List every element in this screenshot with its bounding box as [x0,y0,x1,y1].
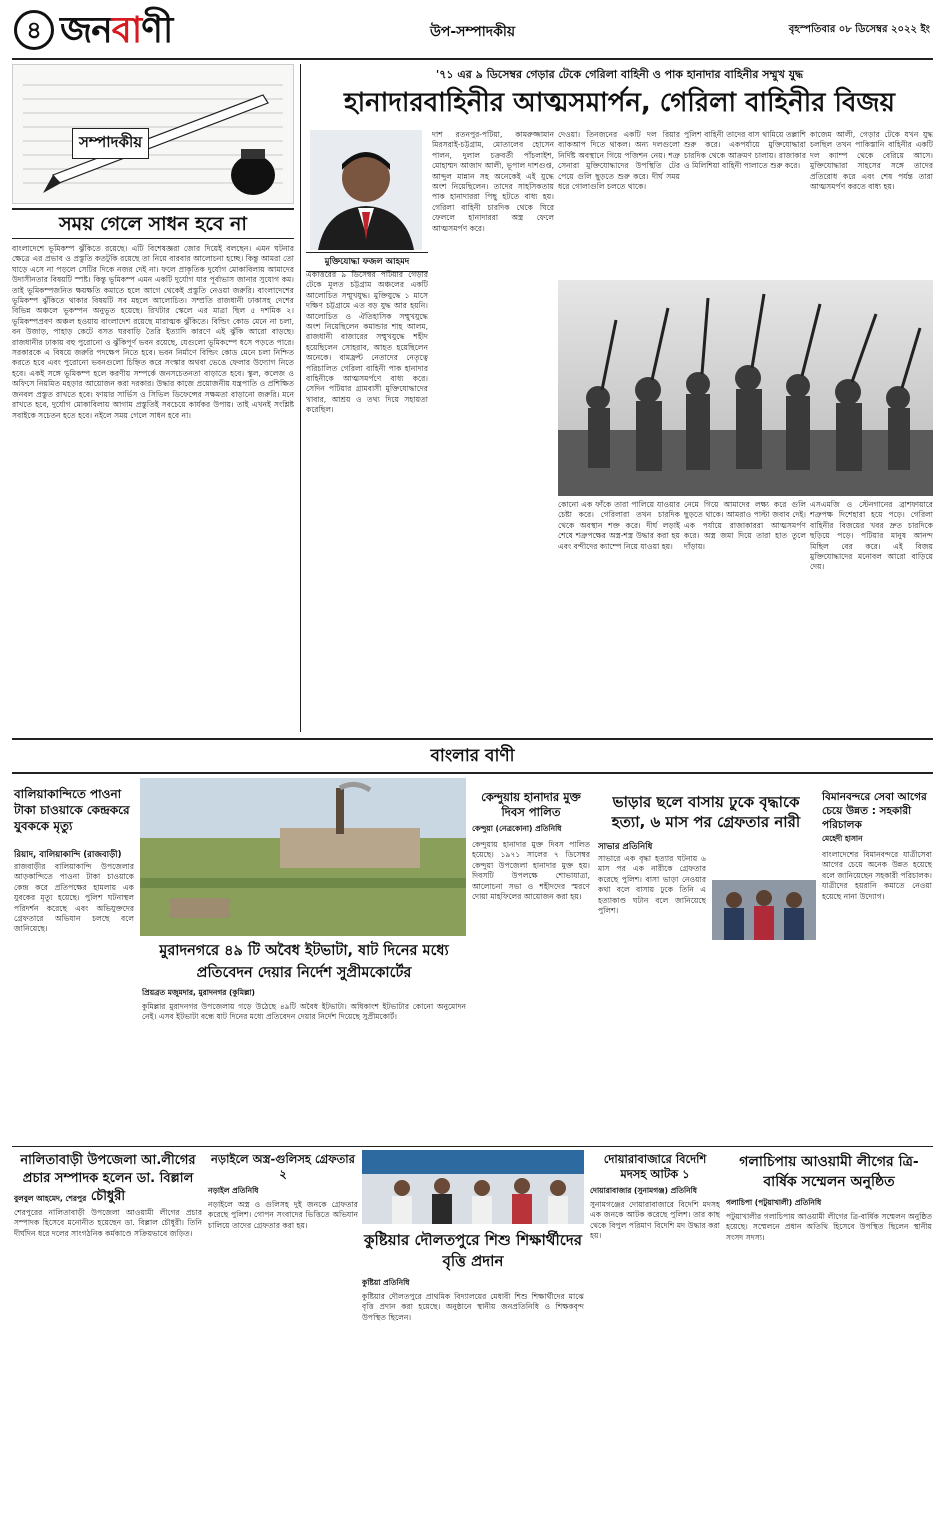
story1-byline: রিয়াদ, বালিয়াকান্দি (রাজবাড়ী) [14,850,122,860]
story2-byline: কেন্দুয়া (নেত্রকোনা) প্রতিনিধি [472,824,562,833]
author-photo [310,130,422,250]
story7-byline: নড়াইল প্রতিনিধি [208,1186,259,1195]
story9-byline: দোয়ারাবাজার (সুনামগঞ্জ) প্রতিনিধি [590,1186,697,1195]
scholarship-photo [362,1150,584,1224]
story3-body: সাভারে এক বৃদ্ধা হত্যার ঘটনায় ৬ মাস পর এক নারীকে গ্রেফতার করেছে পুলিশ। বাসা ভাড়া নেওয়ার কথা বলে বাসায় ঢুকে তিনি এ হত্যাকাণ্ড ঘটান বলে জানিয়েছে পুলিশ। [598,854,706,916]
editorial-art [12,64,294,204]
editorial-rule-bottom [12,238,294,239]
story8-body: কুষ্টিয়ার দৌলতপুরে প্রাথমিক বিদ্যালয়ের মেধাবী শিশু শিক্ষার্থীদের মাঝে বৃত্তি প্রদান করা হয়েছে। অনুষ্ঠানে স্থানীয় জনপ্রতিনিধি ও শিক্ষকবৃন্দ উপস্থিত ছিলেন। [362,1292,584,1322]
feature-col2: দাশ রতনপুর-পটিয়া, কামরুজ্জামান মিরসরাই-চট্টগ্রাম, মোতালেব হোসেন পালন, দুলাল চক্রবর্তী পাঁচলাইশ, মোহাম্মদ আজাদ আলী, ভূপাল দাশগুপ্ত, আব্দুল মান্নান সহ অনেকেই এই যুদ্ধে অংশ নিয়েছিলেন। তাদের সাহসিকতায় পাক হানাদাররা পিছু হটতে বাধ্য হয়। গেরিলা বাহিনী চারদিক থেকে ঘিরে ফেললে হানাদাররা অস্ত্র ফেলে আত্মসমর্পণ করে। [432,130,554,233]
band-title: বাংলার বাণী [430,746,515,766]
story7-body: নড়াইলে অস্ত্র ও গুলিসহ দুই জনকে গ্রেফতার করেছে পুলিশ। গোপন সংবাদের ভিত্তিতে অভিযান চালিয়ে তাদের গ্রেফতার করা হয়। [208,1200,358,1230]
story3-byline: সাভার প্রতিনিধি [598,842,653,852]
feature-col3: দেওয়া। তিনজনের একটি দল রিয়ার ব্যাকআপ দিতে থাকল। অন্য দলগুলো নির্দিষ্ট অবস্থানে গিয়ে পজিশন নেয়। শত্রু সেনারা মুক্তিযোদ্ধাদের উপস্থিতি টের পেয়ে গুলি ছুড়তে শুরু করে। দীর্ঘ সময় ধরে গোলাগুলি চলতে থাকে। [558,130,680,192]
story9-title: দোয়ারাবাজারে বিদেশি মদসহ আটক ১ [603,1152,707,1181]
band-rule-top [12,738,933,740]
logo-suffix: াণী [141,10,173,51]
story6-title: নালিতাবাড়ী উপজেলা আ.লীগের প্রচার সম্পাদক হলেন ডা. বিল্লাল চৌধুরী [20,1153,196,1204]
feature-col6: কোনো এক ফাঁকে তারা পালিয়ে যাওয়ার চেষ্টা করে। গেরিলারা তখন চারদিক থেকে অবস্থান শক্ত করে। দীর্ঘ লড়াই শেষে শত্রুপক্ষের অস্ত্র-শস্ত্র উদ্ধার করা হয় এবং বন্দীদের ক্যাম্পে নিয়ে যাওয়া হয়। [558,500,680,551]
story6-body: শেরপুরের নালিতাবাড়ী উপজেলা আওয়ামী লীগের প্রচার সম্পাদক হিসেবে মনোনীত হয়েছেন ডা. বিল্লাল চৌধুরী। তিনি দীর্ঘদিন ধরে দলের সাংগঠনিক কর্মকাণ্ডে সক্রিয়ভাবে জড়িত। [14,1208,202,1238]
story4-byline: মেহেদী হাসান [822,834,863,843]
story5-byline: প্রিয়ব্রত মজুমদার, মুরাদনগর (কুমিল্লা) [142,988,255,997]
story10-title: গলাচিপায় আওয়ামী লীগের ত্রি-বার্ষিক সম্মেলন অনুষ্ঠিত [739,1154,919,1190]
story4-title: বিমানবন্দরে সেবা আগের চেয়ে উন্নত : সহকারী পরিচালক [822,791,927,831]
editorial-body: বাংলাদেশে ভূমিকম্প ঝুঁকিতে রয়েছে। এটি বিশেষজ্ঞরা জোর দিয়েই বলছেন। এমন ঘটনার ক্ষেত্রে এর প্রভাব ও প্রস্তুতি কতটুকি রয়েছে তা নিয়ে বারবার আলোচনা হচ্ছে। কিন্তু আমরা তো ঘাড়ে এসে না পড়লে সেটির দিকে নজর দেই না। ফলে প্রাকৃতিক দুর্যোগ মোকাবিলায় আমাদের উদাসীনতার বিষয়টি স্পষ্ট। কিন্তু ভূমিকম্প এমন একটি দুর্যোগ যার পূর্বাভাস জানার সুযোগ কম। তাই ভূমিকম্পজনিত ক্ষয়ক্ষতি কমাতে হলে আগে থেকেই প্রস্তুতি নেওয়া জরুরি। বাংলাদেশের ভূমিকম্প ঝুঁকিতে থাকার বিষয়টি সব মহলে আলোচিত। সম্প্রতি রাজধানী ঢাকাসহ দেশের বিভিন্ন অঞ্চলে ভূকম্পন অনুভূত হয়েছে। রিখটার স্কেলে এর মাত্রা ছিল ৫ দশমিক ২। ভূমিকম্পপ্রবণ অঞ্চল হওয়ায় বাংলাদেশ রয়েছে মারাত্মক ঝুঁকিতে। বিল্ডিং কোড মেনে না চলা, বন উজাড়, পাহাড় কেটে বসত ঘরবাড়ি তৈরি ইত্যাদি কারণে এই ঝুঁকি আরো বাড়ছে। রাজধানীর ঢাকায় বহু পুরোনো ও ঝুঁকিপূর্ণ ভবন রয়েছে, যেগুলো ভূমিকম্পে ধসে পড়তে পারে। সরকারকে এ বিষয়ে জরুরি পদক্ষেপ নিতে হবে। ভবন নির্মাণে বিল্ডিং কোড মেনে চলা নিশ্চিত করতে হবে এবং পুরোনো ভবনগুলো চিহ্নিত করে সংস্কার অথবা ভেঙে ফেলার উদ্যোগ নিতে হবে। একই সঙ্গে ভূমিকম্প হলে করণীয় সম্পর্কে জনসচেতনতা বাড়াতে হবে। স্কুল, কলেজ ও অফিসে নিয়মিত মহড়ার আয়োজন করা দরকার। উদ্ধার কাজে প্রয়োজনীয় যন্ত্রপাতি ও প্রশিক্ষিত জনবল প্রস্তুত রাখতে হবে। ফায়ার সার্ভিস ও সিভিল ডিফেন্সের সক্ষমতা বাড়ানো জরুরি। মনে রাখতে হবে, দুর্যোগ মোকাবিলায় আগাম প্রস্তুতিই সবচেয়ে কার্যকর উপায়। তাই এখনই সংশ্লিষ্ট সবাইকে সচেতন হতে হবে। নইলে সময় গেলে সাধন হবে না। [12,244,294,420]
issue-date: বৃহস্পতিবার ০৮ ডিসেম্বর ২০২২ ইং [788,24,930,35]
feature-col1: একাত্তরের ৯ ডিসেম্বর পটিয়ার গেড়ার টেকে মূলত চট্টগ্রাম অঞ্চলের একটি আলোচিত সম্মুখযুদ্ধ। মুক্তিযুদ্ধে ১ মাসে দক্ষিণ চট্টগ্রামে এত বড় যুদ্ধ আর হয়নি। আলোচিত ও ঐতিহাসিক সম্মুখযুদ্ধে অংশ নিয়েছিলেন কমান্ডার শাহ আলম, রাজধানী বাজারের সম্মুখযুদ্ধে শহীদ হয়েছিলেন সোহরাব, আহত হয়েছিলেন অনেকে। বামফ্রন্ট নেতাদের নেতৃত্বে পরিচালিত গেরিলা বাহিনী পাক হানাদার বাহিনীকে আত্মসমর্পণে বাধ্য করে। সেদিন পটিয়ার গ্রামবাসী মুক্তিযোদ্ধাদের খাবার, আশ্রয় ও তথ্য দিয়ে সহায়তা করেছিল। [306,270,428,415]
story8-title: কুষ্টিয়ার দৌলতপুরে শিশু শিক্ষার্থীদের বৃত্তি প্রদান [364,1231,582,1270]
brick-kiln-photo [140,778,466,936]
logo-prefix: জন [60,10,112,51]
story2-title: কেন্দুয়ায় হানাদার মুক্ত দিবস পালিত [481,790,581,819]
feature-col8: এসএমজি ও স্টেনগানের ব্রাশফায়ারে শত্রুপক্ষ দিশেহারা হয়ে পড়ে। গেরিলা বাহিনীর বিজয়ের খবর দ্রুত চারদিকে ছড়িয়ে পড়ে। পটিয়ার মানুষ আনন্দ মিছিল বের করে। এই বিজয় মুক্তিযোদ্ধাদের মনোবল আরো বাড়িয়ে দেয়। [810,500,933,572]
feature-title: হানাদারবাহিনীর আত্মসমার্পন, গেরিলা বাহিনীর বিজয় [343,88,895,118]
feature-col4: পুলিশ বাহিনী তাদের বাস থামিয়ে তল্লাশি শুরু করে। একপর্যায়ে মুক্তিযোদ্ধারা চারদিক থেকে আক্রমণ চালায়। রাজাকার ও মিলিশিয়া বাহিনী পালাতে শুরু করে। [684,130,806,171]
editorial-rule-top [12,208,294,210]
story6-byline: বুলবুল আহমেদ, শেরপুর [14,1194,87,1203]
feature-author: মুক্তিযোদ্ধা ফজল আহমদ [306,252,428,272]
lower-rule [12,1146,933,1147]
band-rule-bottom [12,772,933,774]
story10-byline: গলাচিপা (পটুয়াখালী) প্রতিনিধি [726,1198,822,1207]
story9-body: সুনামগঞ্জের দোয়ারাবাজারে বিদেশি মদসহ এক জনকে আটক করেছে পুলিশ। তার কাছ থেকে বিপুল পরিমাণ বিদেশি মদ উদ্ধার করা হয়। [590,1200,720,1241]
page-number-circle [14,10,54,50]
section-label: উপ-সম্পাদকীয় [430,24,516,40]
column-divider [300,64,301,732]
story10-body: পটুয়াখালীর গলাচিপায় আওয়ামী লীগের ত্রি-বার্ষিক সম্মেলন অনুষ্ঠিত হয়েছে। সম্মেলনে প্রধান অতিথি হিসেবে উপস্থিত ছিলেন স্থানীয় সংসদ সদস্য। [726,1212,932,1242]
story8-byline: কুষ্টিয়া প্রতিনিধি [362,1278,410,1287]
story5-body: কুমিল্লার মুরাদনগর উপজেলায় গড়ে উঠেছে ৪৯টি অবৈধ ইটভাটা। অধিকাংশ ইটভাটার কোনো অনুমোদন নেই। এসব ইটভাটা বন্ধে ষাট দিনের মধ্যে প্রতিবেদন দেয়ার নির্দেশ দিয়েছে সুপ্রীমকোর্ট। [142,1002,466,1022]
feature-col7: নেমে গিয়ে আমাদের লক্ষ্য করে গুলি ছুড়তে থাকে। আমরাও পাল্টা জবাব দেই। এক পর্যায়ে রাজাকাররা আত্মসমর্পণ করে। অস্ত্র জমা দিয়ে তারা হাত তুলে দাঁড়ায়। [684,500,806,551]
guerrilla-photo [558,280,933,496]
feature-col5: কাজেম আলী, গেড়ার টেকে যখন যুদ্ধ চলছিল তখন পাকিস্তানি বাহিনীর একটি দল ক্যাম্প থেকে বেরিয়ে আসে। মুক্তিযোদ্ধারা সাহসের সঙ্গে তাদের প্রতিরোধ করে এবং শেষ পর্যন্ত তারা আত্মসমর্পণ করতে বাধ্য হয়। [810,130,933,192]
masthead-rule [12,58,933,60]
story7-title: নড়াইলে অস্ত্র-গুলিসহ গ্রেফতার ২ [211,1152,355,1181]
page-number: ৪ [26,16,42,44]
feature-kicker: '৭১ এর ৯ ডিসেম্বর গেড়ার টেকে গেরিলা বাহিনী ও পাক হানাদার বাহিনীর সম্মুখ যুদ্ধ [435,68,804,81]
editorial-title: সময় গেলে সাধন হবে না [59,213,247,235]
editorial-heading: সম্পাদকীয় [72,128,149,159]
arrest-photo [712,880,816,940]
story2-body: কেন্দুয়ায় হানাদার মুক্ত দিবস পালিত হয়েছে। ১৯৭১ সালের ৭ ডিসেম্বর কেন্দুয়া উপজেলা হানাদার মুক্ত হয়। দিবসটি উপলক্ষে শোভাযাত্রা, আলোচনা সভা ও শহীদদের স্মরণে দোয়া মাহফিলের আয়োজন করা হয়। [472,840,590,902]
logo-accent: ব [111,10,142,51]
story4-body: বাংলাদেশের বিমানবন্দরে যাত্রীসেবা আগের চেয়ে অনেক উন্নত হয়েছে বলে জানিয়েছেন সহকারী পরিচালক। যাত্রীদের হয়রানি কমাতে নেওয়া হয়েছে নানা উদ্যোগ। [822,850,932,901]
story1-title: বালিয়াকান্দিতে পাওনা টাকা চাওয়াকে কেন্দ্রকরে যুবককে মৃত্যু [14,787,130,833]
story5-title: মুরাদনগরে ৪৯ টি অবৈধ ইটভাটা, ষাট দিনের মধ্যে প্রতিবেদন দেয়ার নির্দেশ সুপ্রীমকোর্টের [159,943,449,981]
story1-body: রাজবাড়ীর বালিয়াকান্দি উপজেলার আড়কান্দিতে পাওনা টাকা চাওয়াকে কেন্দ্র করে প্রতিপক্ষের হামলায় এক যুবকের মৃত্যু হয়েছে। পুলিশ ঘটনাস্থল পরিদর্শন করেছে এবং অভিযুক্তদের গ্রেফতারে অভিযান চলছে বলে জানিয়েছে। [14,862,134,934]
logo [60,8,172,56]
story3-title: ভাড়ার ছলে বাসায় ঢুকে বৃদ্ধাকে হত্যা, ৬ মাস পর গ্রেফতার নারী [611,793,801,831]
pen-nib-icon [13,65,294,204]
